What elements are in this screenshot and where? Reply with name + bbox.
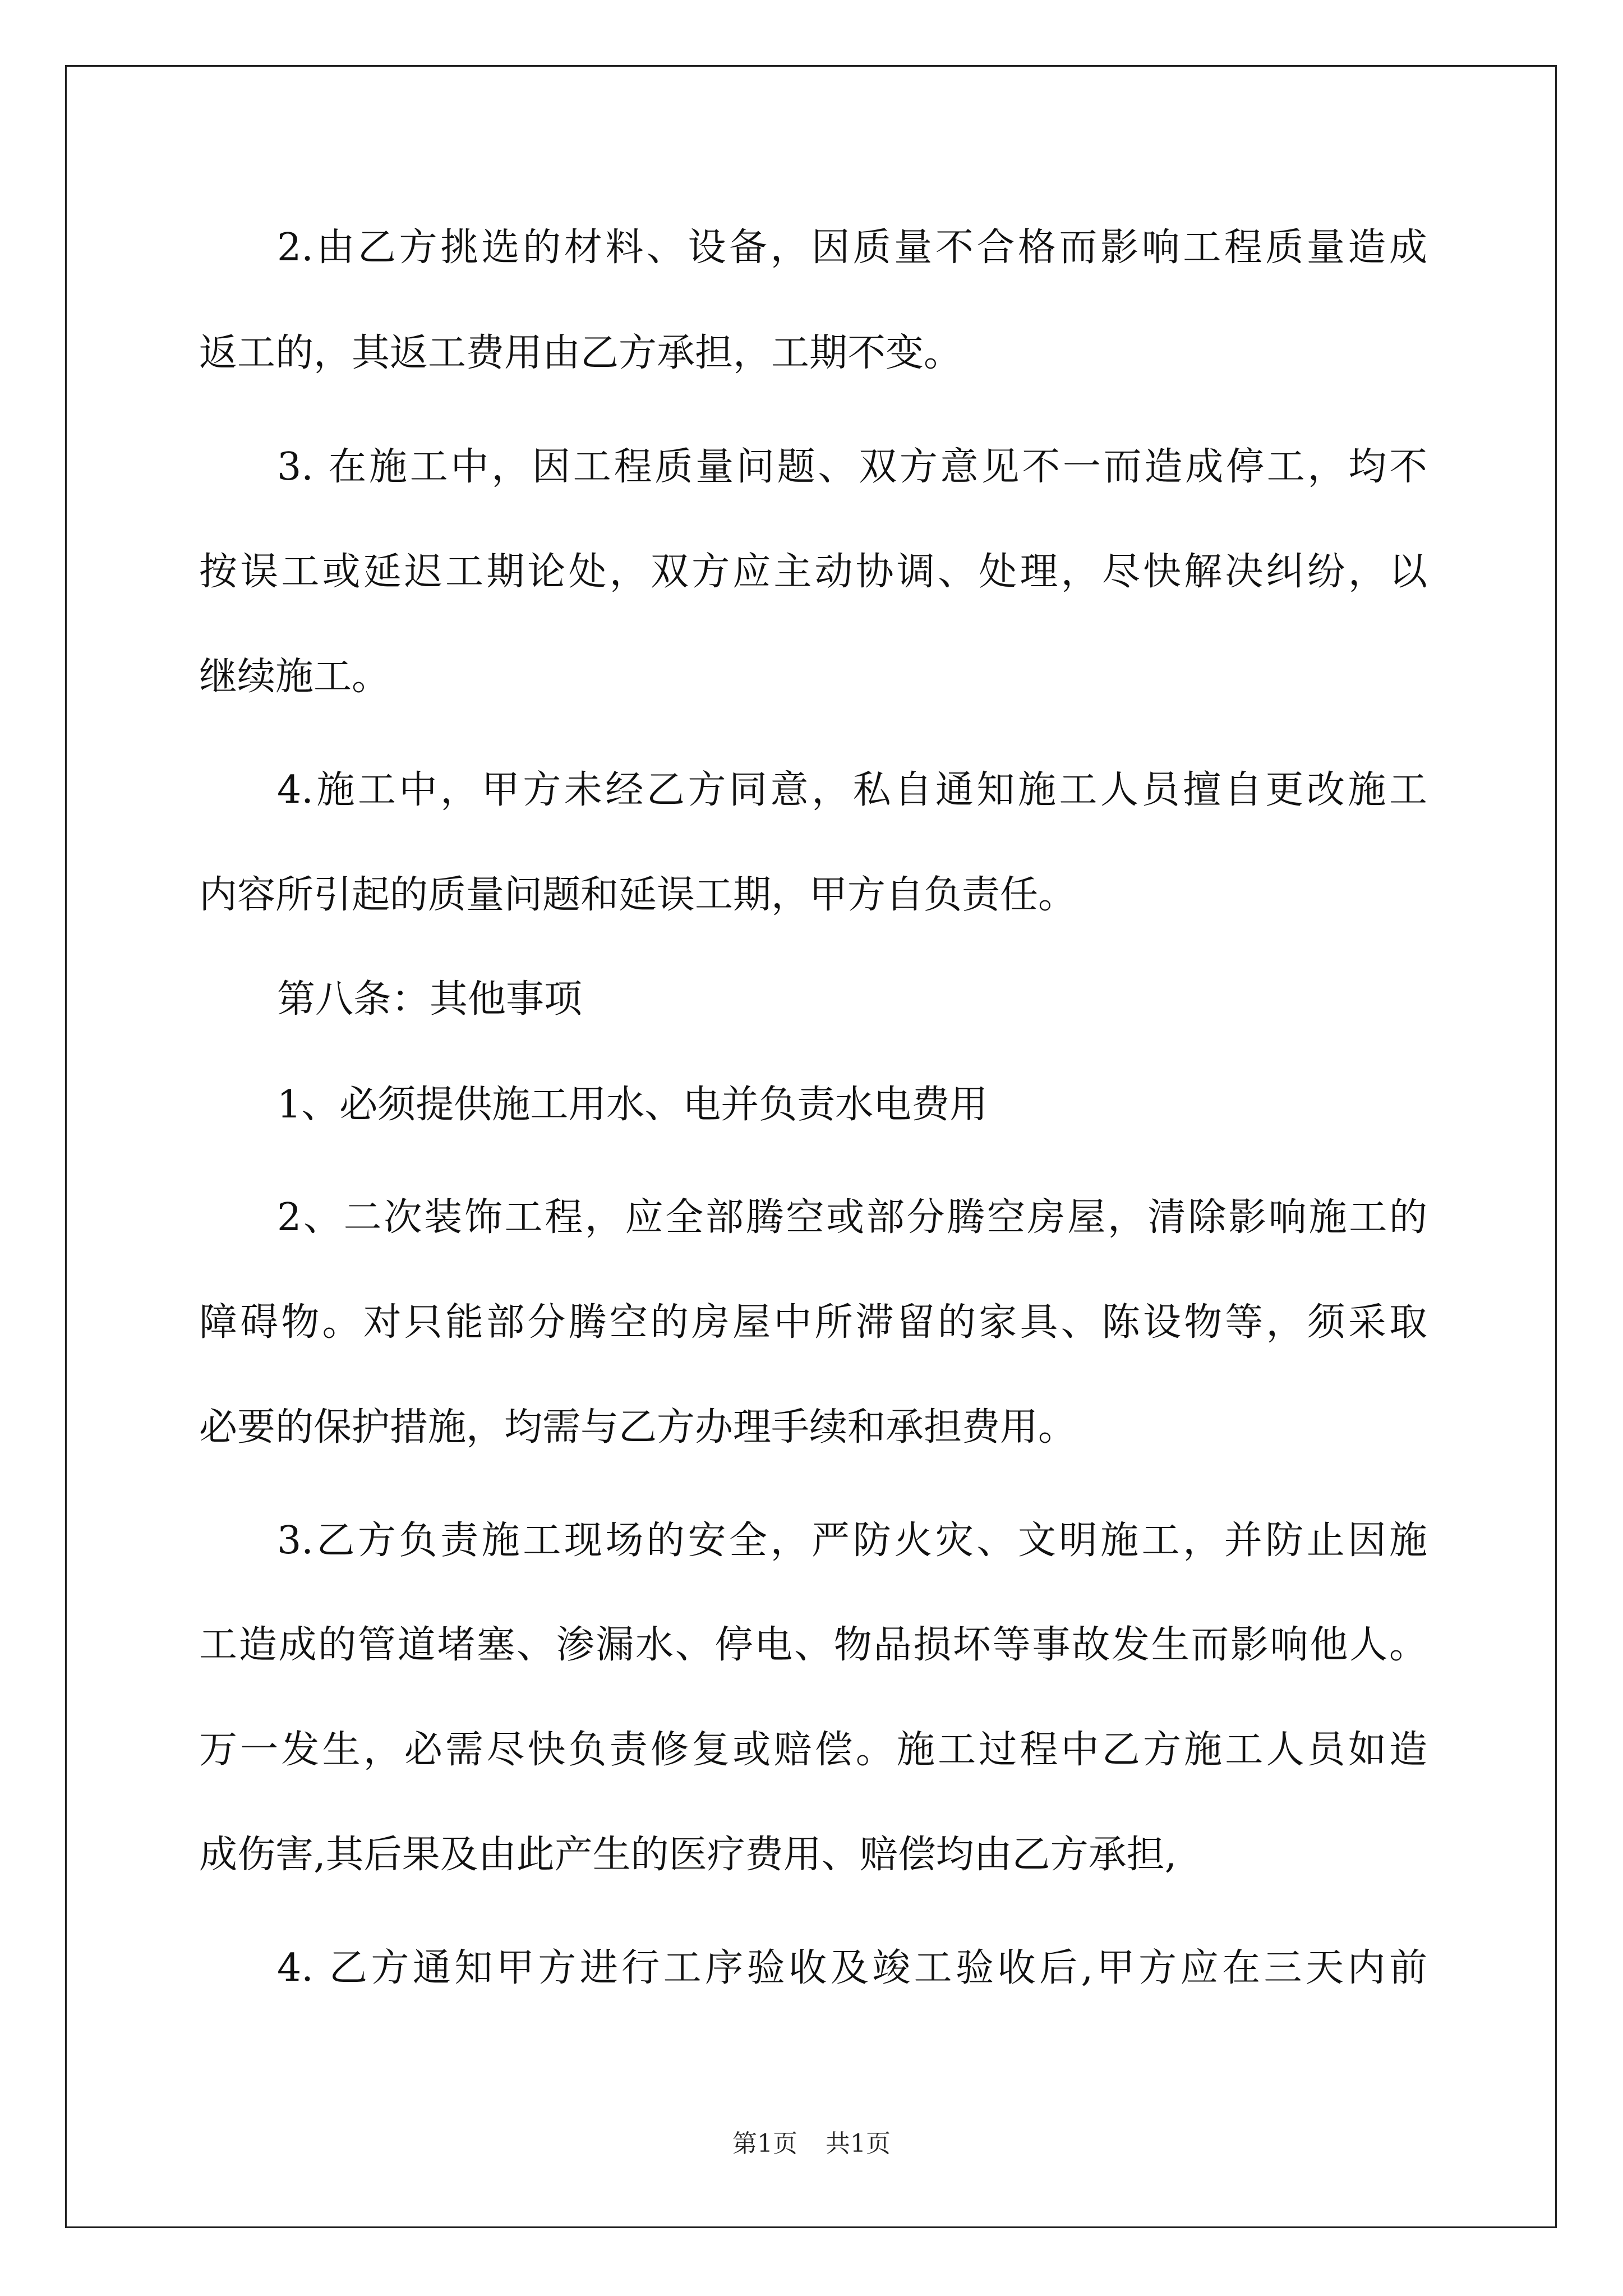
text-line: 万一发生，必需尽快负责修复或赔偿。施工过程中乙方施工人员如造	[199, 1728, 1427, 1772]
page-number: 第1页	[732, 2129, 797, 2158]
text-line: 工造成的管道堵塞、渗漏水、停电、物品损坏等事故发生而影响他人。	[199, 1623, 1427, 1667]
text-line: 2、二次装饰工程，应全部腾空或部分腾空房屋，清除影响施工的	[277, 1195, 1427, 1240]
page-border	[65, 65, 1557, 2228]
text-line: 成伤害,其后果及由此产生的医疗费用、赔偿均由乙方承担,	[199, 1833, 1177, 1877]
text-line: 返工的，其返工费用由乙方承担，工期不变。	[199, 331, 962, 375]
text-line: 4.施工中，甲方未经乙方同意，私自通知施工人员擅自更改施工	[277, 768, 1427, 812]
section-heading: 第八条：其他事项	[277, 977, 583, 1022]
page-total: 共1页	[826, 2129, 891, 2158]
text-line: 继续施工。	[199, 655, 390, 699]
text-line: 障碍物。对只能部分腾空的房屋中所滞留的家具、陈设物等，须采取	[199, 1300, 1427, 1345]
text-line: 3.乙方负责施工现场的安全，严防火灾、文明施工，并防止因施	[277, 1519, 1427, 1563]
text-line: 2.由乙方挑选的材料、设备，因质量不合格而影响工程质量造成	[277, 226, 1427, 270]
text-line: 必要的保护措施，均需与乙方办理手续和承担费用。	[199, 1405, 1077, 1450]
text-line: 4. 乙方通知甲方进行工序验收及竣工验收后,甲方应在三天内前	[277, 1946, 1427, 1990]
page-footer	[0, 2127, 1623, 2161]
text-line: 1、必须提供施工用水、电并负责水电费用	[277, 1083, 988, 1127]
text-line: 按误工或延迟工期论处，双方应主动协调、处理，尽快解决纠纷，以	[199, 550, 1427, 594]
text-line: 3. 在施工中，因工程质量问题、双方意见不一而造成停工，均不	[277, 445, 1427, 489]
text-line: 内容所引起的质量问题和延误工期，甲方自负责任。	[199, 873, 1077, 917]
